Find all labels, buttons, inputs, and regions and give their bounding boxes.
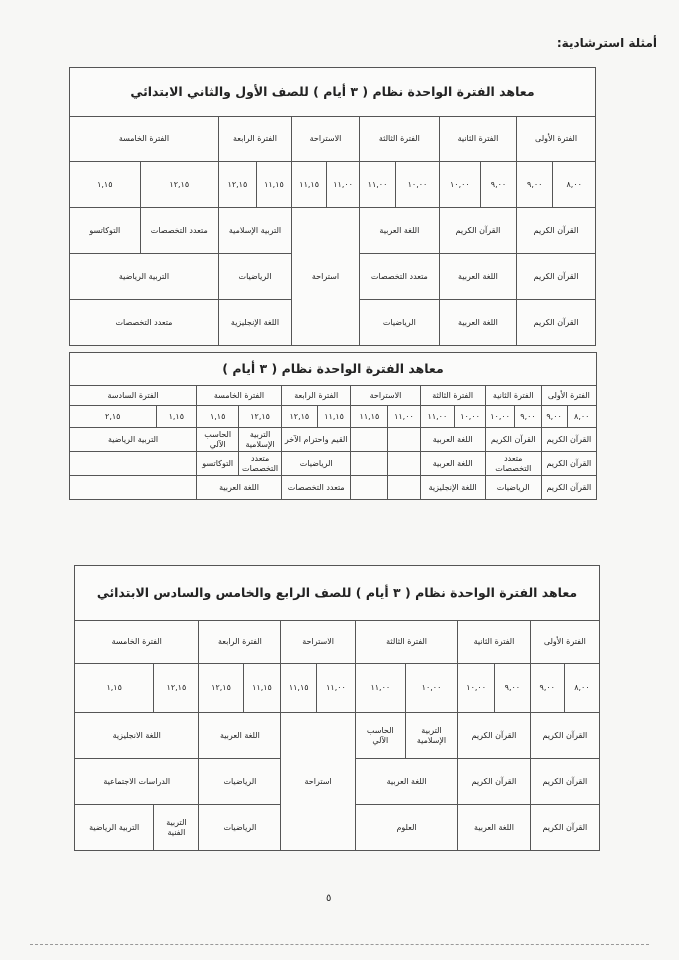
subject-cell: القرآن الكريم [541, 476, 596, 500]
time-cell: ١٠,٠٠ [439, 162, 480, 208]
time-cell: ١٢,١٥ [199, 664, 243, 713]
time-cell: ١٠,٠٠ [485, 406, 515, 428]
subject-cell: الحاسب الآلي [355, 713, 405, 759]
subject-cell: القرآن الكريم [541, 428, 596, 452]
period-header: الفترة الأولى [517, 117, 596, 162]
break-cell [388, 452, 420, 476]
subject-cell [70, 452, 197, 476]
subject-cell: اللغة العربية [439, 254, 516, 300]
subject-cell: اللغة العربية [355, 759, 457, 805]
time-cell: ١١,١٥ [243, 664, 281, 713]
time-cell: ١١,١٥ [256, 162, 291, 208]
subject-cell: القرآن الكريم [530, 805, 599, 851]
time-cell: ٩,٠٠ [495, 664, 531, 713]
time-cell: ١١,١٥ [292, 162, 327, 208]
time-cell: ١١,٠٠ [317, 664, 356, 713]
subject-cell: القرآن الكريم [439, 208, 516, 254]
subject-cell: متعدد التخصصات [281, 476, 351, 500]
break-cell [388, 428, 420, 452]
period-header: الفترة الرابعة [218, 117, 291, 162]
subject-cell: اللغة العربية [439, 300, 516, 346]
period-header: الفترة الثالثة [359, 117, 439, 162]
time-cell: ٨,٠٠ [564, 664, 599, 713]
subject-cell: الرياضيات [359, 300, 439, 346]
subject-cell: الرياضيات [485, 476, 541, 500]
subject-cell: اللغة الانجليزية [75, 713, 199, 759]
break-cell [388, 476, 420, 500]
break-cell [351, 452, 388, 476]
subject-cell: اللغة العربية [420, 428, 485, 452]
time-cell: ١٠,٠٠ [396, 162, 440, 208]
subject-cell: القرآن الكريم [541, 452, 596, 476]
subject-cell: اللغة العربية [420, 452, 485, 476]
table-title: معاهد الفترة الواحدة نظام ( ٣ أيام ) للصف الأول والثاني الابتدائي [70, 68, 596, 117]
subject-cell: التربية الرياضية [70, 428, 197, 452]
subject-cell: الرياضيات [218, 254, 291, 300]
subject-cell: التربية الفنية [154, 805, 199, 851]
time-cell: ٨,٠٠ [553, 162, 596, 208]
subject-cell: الدراسات الاجتماعية [75, 759, 199, 805]
time-cell: ١,١٥ [197, 406, 239, 428]
time-cell: ١٠,٠٠ [458, 664, 495, 713]
time-cell: ١١,٠٠ [359, 162, 395, 208]
period-header: الفترة السادسة [70, 386, 197, 406]
time-cell: ٩,٠٠ [515, 406, 541, 428]
subject-cell: القرآن الكريم [458, 759, 530, 805]
subject-cell: اللغة الإنجليزية [420, 476, 485, 500]
subject-cell: متعدد التخصصات [70, 300, 219, 346]
time-cell: ١٠,٠٠ [405, 664, 458, 713]
time-cell: ٩,٠٠ [541, 406, 567, 428]
table-title: معاهد الفترة الواحدة نظام ( ٣ أيام ) [70, 353, 597, 386]
time-cell: ١٢,١٥ [154, 664, 199, 713]
time-cell: ١١,٠٠ [355, 664, 405, 713]
time-cell: ٢,١٥ [70, 406, 157, 428]
period-header: الفترة الرابعة [281, 386, 351, 406]
bottom-rule [30, 944, 649, 945]
period-header: الفترة الخامسة [70, 117, 219, 162]
subject-cell: التربية الإسلامية [405, 713, 458, 759]
break-cell [351, 476, 388, 500]
subject-cell: التربية الإسلامية [239, 428, 282, 452]
time-cell: ١,١٥ [75, 664, 154, 713]
subject-cell: القرآن الكريم [530, 713, 599, 759]
subject-cell: العلوم [355, 805, 457, 851]
time-cell: ١١,١٥ [281, 664, 317, 713]
subject-cell: القرآن الكريم [517, 254, 596, 300]
period-header: الاستراحة [281, 621, 356, 664]
subject-cell: التربية الرياضية [70, 254, 219, 300]
time-cell: ١٠,٠٠ [455, 406, 486, 428]
subject-cell: اللغة العربية [197, 476, 282, 500]
time-cell: ١١,١٥ [351, 406, 388, 428]
subject-cell: التوكاتسو [197, 452, 239, 476]
schedule-table-1 [69, 67, 596, 346]
subject-cell: اللغة العربية [359, 208, 439, 254]
time-cell: ١٢,١٥ [239, 406, 282, 428]
subject-cell: الرياضيات [281, 452, 351, 476]
period-header: الفترة الثالثة [355, 621, 457, 664]
subject-cell: التربية الرياضية [75, 805, 154, 851]
break-cell: استراحة [292, 208, 360, 346]
time-cell: ١,١٥ [156, 406, 197, 428]
subject-cell: الرياضيات [199, 759, 281, 805]
subject-cell: التربية الإسلامية [218, 208, 291, 254]
time-cell: ١١,٠٠ [388, 406, 420, 428]
subject-cell: القرآن الكريم [485, 428, 541, 452]
subject-cell: اللغة الإنجليزية [218, 300, 291, 346]
subject-cell: القرآن الكريم [458, 713, 530, 759]
subject-cell: القيم واحترام الآخر [281, 428, 351, 452]
period-header: الاستراحة [351, 386, 420, 406]
time-cell: ٩,٠٠ [480, 162, 516, 208]
time-cell: ١٢,١٥ [140, 162, 218, 208]
subject-cell: القرآن الكريم [530, 759, 599, 805]
break-cell: استراحة [281, 713, 356, 851]
subject-cell: التوكاتسو [70, 208, 141, 254]
subject-cell: متعدد التخصصات [140, 208, 218, 254]
time-cell: ١١,١٥ [317, 406, 351, 428]
subject-cell: الرياضيات [199, 805, 281, 851]
period-header: الفترة الأولى [530, 621, 599, 664]
time-cell: ١١,٠٠ [420, 406, 455, 428]
subject-cell: اللغة العربية [199, 713, 281, 759]
time-cell: ١١,٠٠ [327, 162, 360, 208]
time-cell: ١٢,١٥ [281, 406, 317, 428]
subject-cell: متعدد التخصصات [359, 254, 439, 300]
page-heading: أمثلة استرشادية: [556, 36, 657, 50]
subject-cell: الحاسب الآلي [197, 428, 239, 452]
time-cell: ٩,٠٠ [517, 162, 553, 208]
period-header: الاستراحة [292, 117, 360, 162]
break-cell [351, 428, 388, 452]
period-header: الفترة الثالثة [420, 386, 485, 406]
period-header: الفترة الثانية [439, 117, 516, 162]
subject-cell: القرآن الكريم [517, 208, 596, 254]
period-header: الفترة الثانية [458, 621, 530, 664]
period-header: الفترة الثانية [485, 386, 541, 406]
period-header: الفترة الخامسة [197, 386, 282, 406]
time-cell: ٨,٠٠ [567, 406, 597, 428]
page-number: ٥ [326, 893, 332, 904]
period-header: الفترة الرابعة [199, 621, 281, 664]
subject-cell: القرآن الكريم [517, 300, 596, 346]
subject-cell [70, 476, 197, 500]
schedule-table-3 [74, 565, 600, 851]
subject-cell: اللغة العربية [458, 805, 530, 851]
time-cell: ٩,٠٠ [530, 664, 564, 713]
subject-cell: متعدد التخصصات [239, 452, 282, 476]
time-cell: ١,١٥ [70, 162, 141, 208]
table-title: معاهد الفترة الواحدة نظام ( ٣ أيام ) للصف الرابع والخامس والسادس الابتدائي [75, 566, 600, 621]
period-header: الفترة الخامسة [75, 621, 199, 664]
schedule-table-2 [69, 352, 597, 500]
period-header: الفترة الأولى [541, 386, 596, 406]
subject-cell: متعدد التخصصات [485, 452, 541, 476]
time-cell: ١٢,١٥ [218, 162, 256, 208]
